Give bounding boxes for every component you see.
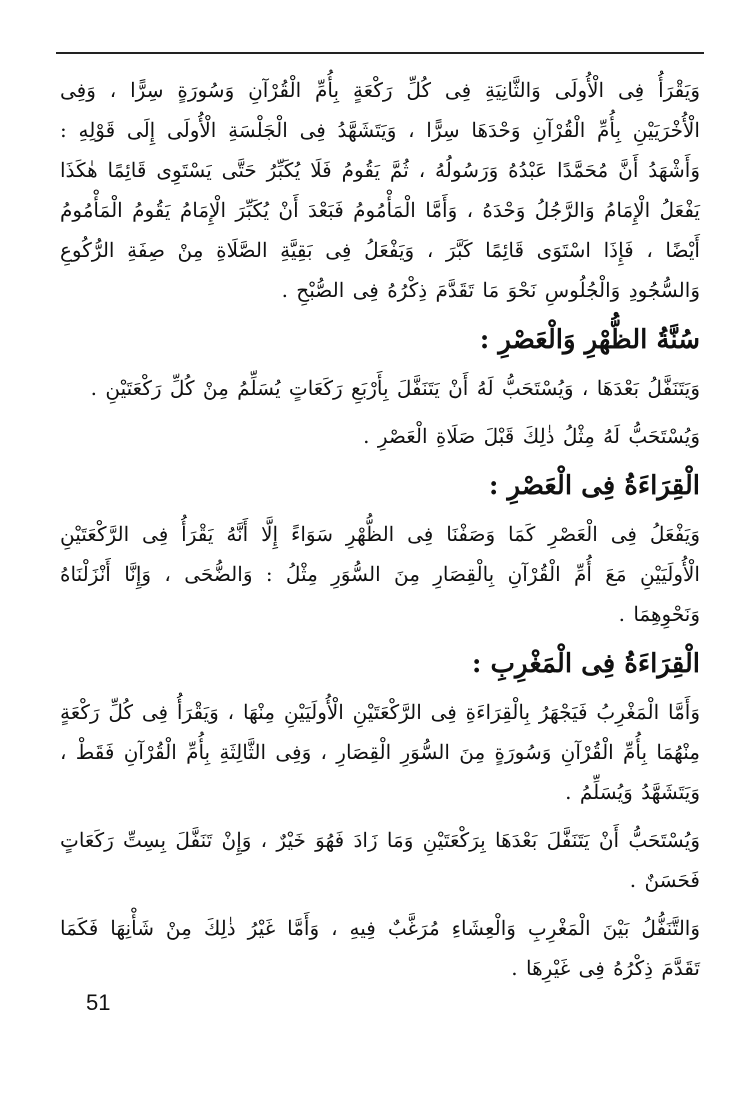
- heading-recitation-asr: الْقِرَاءَةُ فِى الْعَصْرِ :: [488, 471, 700, 501]
- paragraph-nafl-maghrib-isha: وَالتَّنَفُّلُ بَيْنَ الْمَغْرِبِ وَالْعِشَاءِ مُرَغَّبٌ فِيهِ ، وَأَمَّا غَيْرُ ذٰلِكَ مِنْ شَأْنِهَا فَكَمَا تَقَدَّمَ ذِكْرُهُ فِى غَيْرِهَا .: [60, 916, 700, 980]
- paragraph-asr-recitation: وَيَفْعَلُ فِى الْعَصْرِ كَمَا وَصَفْنَا فِى الظُّهْرِ سَوَاءً إِلَّا أَنَّهُ يَقْرَأُ فِى الرَّكْعَتَيْنِ الْأُولَيَيْنِ مَعَ أُمِّ الْقُرْآنِ بِالْقِصَارِ مِنَ السُّوَرِ مِثْلُ : وَالضُّحَى ، وَإِنَّا أَنْزَلْنَاهُ وَنَحْوِهِمَا .: [60, 522, 700, 626]
- paragraph-zuhr-recitation: وَيَقْرَأُ فِى الْأُولَى وَالثَّانِيَةِ فِى كُلِّ رَكْعَةٍ بِأُمِّ الْقُرْآنِ وَسُورَةٍ سِرًّا ، وَفِى الْأُخْرَيَيْنِ بِأُمِّ الْقُرْآنِ وَحْدَهَا سِرًّا ، وَيَتَشَهَّدُ فِى الْجَلْسَةِ الْأُولَى إِلَى قَوْلِهِ : وَأَشْهَدُ أَنَّ مُحَمَّدًا عَبْدُهُ وَرَسُولُهُ ، ثُمَّ يَقُومُ فَلَا يُكَبِّرُ حَتَّى يَسْتَوِى قَائِمًا هٰكَذَا يَفْعَلُ الْإِمَامُ وَالرَّجُلُ وَحْدَهُ ، وَأَمَّا الْمَأْمُومُ فَبَعْدَ أَنْ يُكَبِّرَ الْإِمَامُ يَقُومُ الْمَأْمُومُ أَيْضًا ، فَإِذَا اسْتَوَى قَائِمًا كَبَّرَ ، وَيَفْعَلُ فِى بَقِيَّةِ الصَّلَاةِ مِنْ صِفَةِ الرُّكُوعِ وَالسُّجُودِ وَالْجُلُوسِ نَحْوَ مَا تَقَدَّمَ ذِكْرُهُ فِى الصُّبْحِ .: [60, 78, 700, 302]
- page-body: [60, 70, 700, 996]
- heading-recitation-maghrib: الْقِرَاءَةُ فِى الْمَغْرِبِ :: [471, 649, 700, 679]
- top-rule: [56, 52, 704, 54]
- paragraph-maghrib-recitation: وَأَمَّا الْمَغْرِبُ فَيَجْهَرُ بِالْقِرَاءَةِ فِى الرَّكْعَتَيْنِ الْأُولَيَيْنِ مِنْهَا ، وَيَقْرَأُ فِى كُلِّ رَكْعَةٍ مِنْهُمَا بِأُمِّ الْقُرْآنِ وَسُورَةٍ مِنَ السُّوَرِ الْقِصَارِ ، وَفِى الثَّالِثَةِ بِأُمِّ الْقُرْآنِ فَقَطْ ، وَيَتَشَهَّدُ وَيُسَلِّمُ .: [60, 700, 700, 804]
- paragraph-nafl-before-asr: وَيُسْتَحَبُّ لَهُ مِثْلُ ذٰلِكَ قَبْلَ صَلَاةِ الْعَصْرِ .: [363, 424, 700, 448]
- heading-sunnah-zuhr-asr: سُنَّةُ الظُّهْرِ وَالْعَصْرِ :: [479, 325, 700, 355]
- page-number: 51: [86, 990, 111, 1015]
- paragraph-nafl-after-maghrib: وَيُسْتَحَبُّ أَنْ يَتَنَفَّلَ بَعْدَهَا بِرَكْعَتَيْنِ وَمَا زَادَ فَهُوَ خَيْرٌ ، وَإِنْ تَنَفَّلَ بِسِتِّ رَكَعَاتٍ فَحَسَنٌ .: [60, 828, 700, 892]
- paragraph-nafl-after-zuhr: وَيَتَنَفَّلُ بَعْدَهَا ، وَيُسْتَحَبُّ لَهُ أَنْ يَتَنَفَّلَ بِأَرْبَعِ رَكَعَاتٍ يُسَلِّمُ مِنْ كُلِّ رَكْعَتَيْنِ .: [90, 376, 700, 400]
